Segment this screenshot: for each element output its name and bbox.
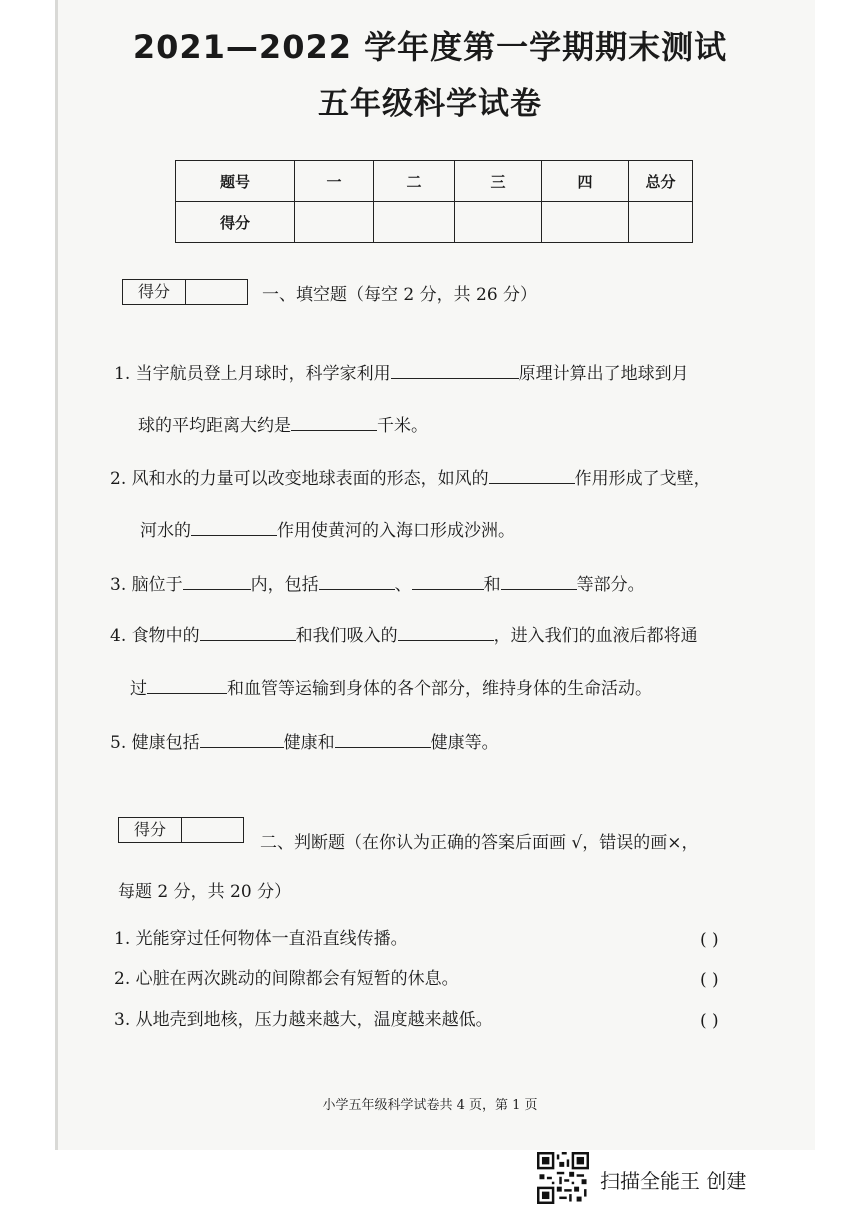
score-table-cell: 题号 [176, 161, 295, 202]
question-1-line-2 [138, 414, 428, 438]
answer-blank[interactable] [398, 624, 494, 641]
answer-blank[interactable] [335, 731, 431, 748]
question-text: 1. 当宇航员登上月球时，科学家利用 [114, 364, 391, 384]
question-text: ，进入我们的血液后都将通 [493, 626, 698, 646]
answer-blank[interactable] [200, 624, 296, 641]
score-cell-3[interactable] [455, 202, 542, 243]
answer-blank[interactable] [200, 731, 284, 748]
score-cell-4[interactable] [542, 202, 629, 243]
question-text: 过 [130, 679, 147, 699]
answer-blank[interactable] [319, 573, 395, 590]
judge-question-3: 3. 从地壳到地核，压力越来越大，温度越来越低。 [114, 1010, 493, 1030]
score-table-cell: 得分 [176, 202, 295, 243]
exam-subtitle: 五年级科学试卷 [318, 86, 542, 122]
score-table-score-row [176, 202, 693, 243]
paper-edge [55, 0, 58, 1150]
answer-blank[interactable] [489, 467, 575, 484]
answer-blank[interactable] [391, 362, 519, 379]
question-4-line-2 [130, 677, 652, 701]
qr-code-icon [537, 1152, 589, 1204]
section1-score-box [122, 279, 248, 305]
question-text: 千米。 [377, 416, 428, 436]
score-box-value[interactable] [182, 818, 243, 842]
score-table-cell: 三 [455, 161, 542, 202]
answer-blank[interactable] [501, 573, 577, 590]
question-text: 5. 健康包括 [110, 733, 200, 753]
answer-blank[interactable] [291, 414, 377, 431]
question-2-line-1 [110, 467, 711, 491]
exam-title: 2021—2022 学年度第一学期期末测试 [132, 28, 728, 66]
question-4-line-1 [110, 624, 698, 648]
score-box-label: 得分 [119, 818, 182, 842]
question-text: 作用使黄河的入海口形成沙洲。 [277, 521, 515, 541]
question-text: 4. 食物中的 [110, 626, 200, 646]
section1-heading: 一、填空题（每空 2 分，共 26 分） [262, 285, 538, 305]
question-text: 3. 脑位于 [110, 575, 183, 595]
answer-blank[interactable] [191, 519, 277, 536]
question-text: 作用形成了戈壁， [574, 469, 711, 489]
question-text: 和血管等运输到身体的各个部分，维持身体的生命活动。 [227, 679, 652, 699]
answer-blank[interactable] [183, 573, 251, 590]
score-box-value[interactable] [186, 280, 247, 304]
score-cell-total[interactable] [629, 202, 693, 243]
answer-blank[interactable] [412, 573, 484, 590]
question-text: 内，包括 [250, 575, 319, 595]
question-3 [110, 573, 645, 597]
question-text: 健康和 [283, 733, 335, 753]
score-table-cell: 一 [295, 161, 374, 202]
question-1-line-1 [114, 362, 689, 386]
answer-paren[interactable]: ( ) [700, 930, 719, 950]
scanner-watermark: 扫描全能王 创建 [600, 1169, 747, 1193]
score-table-header-row [176, 161, 693, 202]
answer-blank[interactable] [147, 677, 227, 694]
score-table-cell: 四 [542, 161, 629, 202]
question-2-line-2 [140, 519, 515, 543]
score-box-label: 得分 [123, 280, 186, 304]
judge-question-2: 2. 心脏在两次跳动的间隙都会有短暂的休息。 [114, 969, 459, 989]
answer-paren[interactable]: ( ) [700, 1011, 719, 1031]
section2-score-box [118, 817, 244, 843]
section2-heading: 二、判断题（在你认为正确的答案后面画 √，错误的画×， [260, 833, 699, 853]
score-table [175, 160, 693, 243]
question-text: 健康等。 [430, 733, 499, 753]
answer-paren[interactable]: ( ) [700, 970, 719, 990]
question-text: 等部分。 [576, 575, 645, 595]
score-table-cell: 二 [374, 161, 455, 202]
score-table-cell: 总分 [629, 161, 693, 202]
question-text: 2. 风和水的力量可以改变地球表面的形态，如风的 [110, 469, 489, 489]
question-text: 、 [394, 575, 412, 595]
question-text: 河水的 [140, 521, 191, 541]
score-cell-1[interactable] [295, 202, 374, 243]
question-text: 原理计算出了地球到月 [518, 364, 689, 384]
section2-heading-cont: 每题 2 分，共 20 分） [118, 882, 292, 902]
judge-question-1: 1. 光能穿过任何物体一直沿直线传播。 [114, 929, 408, 949]
question-text: 和 [483, 575, 501, 595]
question-text: 球的平均距离大约是 [138, 416, 291, 436]
question-text: 和我们吸入的 [295, 626, 398, 646]
page-footer: 小学五年级科学试卷共 4 页，第 1 页 [322, 1098, 538, 1113]
score-cell-2[interactable] [374, 202, 455, 243]
question-5 [110, 731, 499, 755]
